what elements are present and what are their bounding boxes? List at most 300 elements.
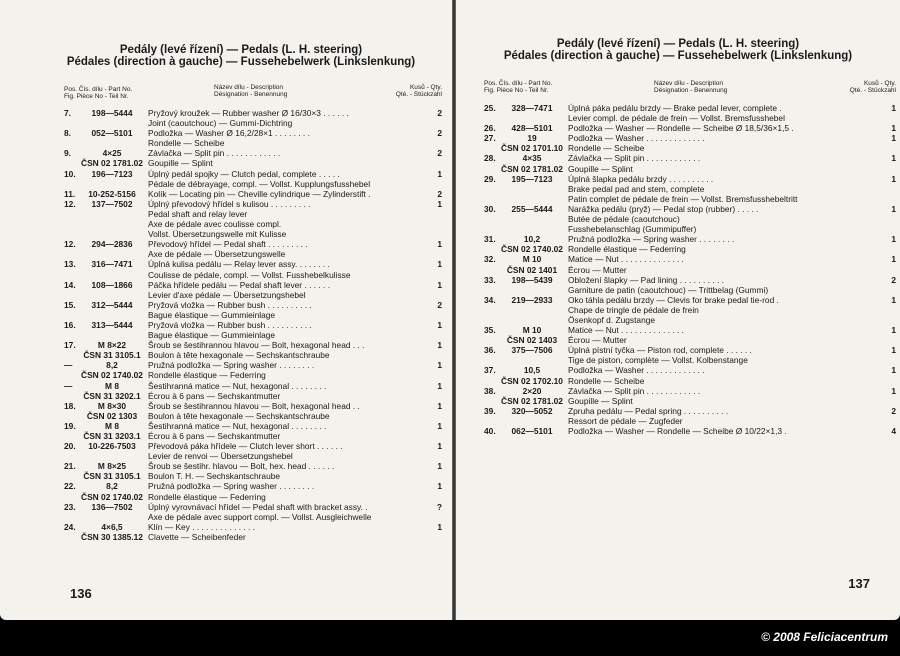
part-row xyxy=(484,234,896,244)
part-quantity: 1 xyxy=(437,239,442,250)
part-number: 4×25 xyxy=(102,148,122,159)
part-row xyxy=(484,174,896,184)
part-row xyxy=(64,189,442,199)
part-description: Goupille — Splint xyxy=(148,158,213,169)
part-quantity: 1 xyxy=(437,481,442,492)
part-quantity: 1 xyxy=(437,168,442,179)
part-number: ČSN 02 1781.02 xyxy=(81,158,143,169)
part-row xyxy=(64,300,442,310)
part-description: Axe de pédale avec coulisse compl. xyxy=(148,219,282,230)
part-description: Écrou — Mutter xyxy=(568,335,627,346)
part-description: Šroub se šestihrannou hlavou — Bolt, hexagonal head . . xyxy=(148,400,360,411)
part-row xyxy=(484,406,896,416)
part-quantity: ? xyxy=(436,501,442,512)
part-row xyxy=(484,194,896,204)
part-description: Fusshebelanschlag (Gummipuffer) xyxy=(568,224,697,235)
part-description: Podložka — Washer — Rondelle — Scheibe Ø 10/22×1,3 . xyxy=(568,426,787,436)
part-number: ČSN 02 1401 xyxy=(506,264,558,275)
part-description: Vollst. Übersetzungswelle mit Kulisse xyxy=(148,229,287,240)
part-row xyxy=(484,376,896,386)
part-row xyxy=(484,305,896,315)
part-position: 33. xyxy=(484,274,496,285)
part-description: Pryžový kroužek — Rubber washer Ø 16/30×3 . . . . . . xyxy=(148,108,349,118)
part-quantity: 2 xyxy=(437,148,442,159)
part-number: 294—2836 xyxy=(91,239,133,250)
part-row xyxy=(64,532,442,542)
part-description: Levier de renvoi — Übersetzungshebel xyxy=(148,451,293,462)
title-line-1: Pedály (levé řízení) — Pedals (L. H. steering) xyxy=(556,38,800,50)
part-description: Boulon T. H. — Sechskantschraube xyxy=(148,471,281,482)
part-description: Úplná kulisa pedálu — Relay lever assy. . . . . . . . xyxy=(148,259,330,270)
part-description: Závlačka — Split pin . . . . . . . . . . . . xyxy=(568,385,701,396)
part-number: ČSN 02 1781.02 xyxy=(501,395,563,406)
part-position: 13. xyxy=(64,259,76,270)
part-row xyxy=(484,345,896,355)
part-description: Závlačka — Split pin . . . . . . . . . . . . xyxy=(568,153,701,164)
part-description: Matice — Nut . . . . . . . . . . . . . . xyxy=(568,325,684,336)
right-page xyxy=(456,0,900,620)
part-description: Rondelle élastique — Federring xyxy=(568,244,686,255)
part-row xyxy=(64,290,442,300)
part-position: 39. xyxy=(484,405,496,416)
part-row xyxy=(484,214,896,224)
part-number: M 8×25 xyxy=(97,461,127,472)
left-page xyxy=(0,0,452,620)
part-description: Bague élastique — Gummieinlage xyxy=(148,309,276,320)
part-row xyxy=(484,164,896,174)
part-row xyxy=(64,118,442,128)
part-row xyxy=(484,315,896,325)
part-row xyxy=(484,143,896,153)
part-number: M 10 xyxy=(522,325,542,336)
part-row xyxy=(484,295,896,305)
part-row xyxy=(64,461,442,471)
part-quantity: 1 xyxy=(891,294,896,305)
part-description: Levier compl. de pédale de frein — Vollst. Bremsfusshebel xyxy=(568,113,785,124)
part-position: 35. xyxy=(484,325,496,336)
part-quantity: 1 xyxy=(891,345,896,356)
part-number: 8,2 xyxy=(106,481,118,492)
part-description: Obložení šlapky — Pad lining . . . . . . . . . . xyxy=(568,274,724,285)
part-position: 9. xyxy=(64,148,71,159)
part-row xyxy=(64,411,442,421)
part-description: Bague élastique — Gummieinlage xyxy=(148,330,276,341)
part-description: Chape de tringle de pédale de frein xyxy=(568,304,699,315)
part-number: 8,2 xyxy=(106,360,118,371)
part-row xyxy=(64,138,442,148)
part-row xyxy=(64,148,442,158)
part-row xyxy=(484,244,896,254)
part-row xyxy=(64,259,442,269)
part-row xyxy=(64,502,442,512)
part-position: — xyxy=(64,360,73,371)
page-title xyxy=(456,38,900,62)
part-description: Pryžová vložka — Rubber bush . . . . . . . . . . xyxy=(148,299,312,310)
part-description: Oko táhla pedálu brzdy — Clevis for brake pedal tie-rod . xyxy=(568,294,779,305)
header-quantity: Kusů - Qty. Qté. - Stückzahl xyxy=(395,84,442,98)
part-description: Pédale de débrayage, compl. — Vollst. Kupplungsfusshebel xyxy=(148,178,371,189)
part-position: 14. xyxy=(64,279,76,290)
part-position: 38. xyxy=(484,385,496,396)
part-number: 195—7123 xyxy=(511,173,553,184)
part-description: Goupille — Splint xyxy=(568,163,633,174)
part-position: 8. xyxy=(64,128,71,139)
part-number: 137—7502 xyxy=(91,198,133,209)
title-line-2: Pédales (direction à gauche) — Fussehebelwerk (Linkslenkung) xyxy=(66,56,416,68)
part-description: Écrou — Mutter xyxy=(568,264,627,275)
part-number: M 8×22 xyxy=(97,340,127,351)
header-pos-part: Pos. Čís. dílu - Part No. Fig. Pièce No - Teil Nr. xyxy=(484,80,553,94)
part-description: Pružná podložka — Spring washer . . . . . . . . xyxy=(568,234,735,245)
part-number: 19 xyxy=(527,133,537,144)
part-row xyxy=(64,492,442,502)
part-number: 328—7471 xyxy=(511,103,553,113)
part-row xyxy=(484,123,896,133)
part-number: 375—7506 xyxy=(511,345,553,356)
part-row xyxy=(64,421,442,431)
part-description: Pedal shaft and relay lever xyxy=(148,208,248,219)
part-quantity: 1 xyxy=(891,173,896,184)
part-description: Clavette — Scheibenfeder xyxy=(148,531,246,542)
part-description: Écrou à 6 pans — Sechskantmutter xyxy=(148,390,281,401)
part-quantity: 1 xyxy=(437,380,442,391)
part-description: Boulon à tête hexagonale — Sechskantschraube xyxy=(148,410,330,421)
part-description: Šroub se šestihrannou hlavou — Bolt, hexagonal head . . . xyxy=(148,340,365,351)
part-row xyxy=(64,280,442,290)
part-position: 37. xyxy=(484,365,496,376)
part-row xyxy=(484,416,896,426)
part-position: 27. xyxy=(484,133,496,144)
part-row xyxy=(64,239,442,249)
part-row xyxy=(64,330,442,340)
part-description: Podložka — Washer Ø 16,2/28×1 . . . . . . . . xyxy=(148,128,310,139)
part-position: 26. xyxy=(484,123,496,134)
part-quantity: 1 xyxy=(891,385,896,396)
part-number: 312—5444 xyxy=(91,299,133,310)
part-row xyxy=(64,441,442,451)
part-row xyxy=(64,522,442,532)
part-row xyxy=(64,169,442,179)
part-quantity: 1 xyxy=(437,461,442,472)
part-number: ČSN 02 1702.10 xyxy=(501,375,563,386)
parts-list xyxy=(484,103,896,436)
part-description: Goupille — Splint xyxy=(568,395,633,406)
part-row xyxy=(484,153,896,163)
part-quantity: 2 xyxy=(437,188,442,199)
part-quantity: 1 xyxy=(891,153,896,164)
part-number: M 8×30 xyxy=(97,400,127,411)
part-description: Garniture de patin (caoutchouc) — Trittbelag (Gummi) xyxy=(568,284,769,295)
part-position: 31. xyxy=(484,234,496,245)
part-quantity: 2 xyxy=(891,274,896,285)
part-position: 21. xyxy=(64,461,76,472)
part-number: 052—5101 xyxy=(91,128,133,139)
part-description: Rondelle élastique — Federring xyxy=(148,370,266,381)
part-row xyxy=(64,128,442,138)
part-description: Úplná pístní tyčka — Piston rod, complete . . . . . . xyxy=(568,345,752,356)
part-quantity: 1 xyxy=(891,365,896,376)
part-row xyxy=(484,335,896,345)
part-quantity: 1 xyxy=(891,254,896,265)
part-quantity: 1 xyxy=(437,198,442,209)
part-position: 24. xyxy=(64,521,76,532)
page-number: 136 xyxy=(70,586,92,601)
part-description: Ressort de pédale — Zugfeder xyxy=(568,415,683,426)
part-number: 198—5444 xyxy=(91,108,133,118)
part-number: 4×6,5 xyxy=(101,521,123,532)
part-row xyxy=(64,370,442,380)
part-row xyxy=(484,254,896,264)
part-position: 30. xyxy=(484,203,496,214)
part-number: 10-226-7503 xyxy=(88,441,136,452)
part-description: Úplná páka pedálu brzdy — Brake pedal lever, complete . xyxy=(568,103,782,113)
part-row xyxy=(64,512,442,522)
part-number: ČSN 02 1740.02 xyxy=(81,370,143,381)
part-row xyxy=(484,265,896,275)
part-description: Rondelle — Scheibe xyxy=(568,143,645,154)
part-position: 25. xyxy=(484,103,496,113)
part-description: Butée de pédale (caoutchouc) xyxy=(568,214,680,225)
part-row xyxy=(484,325,896,335)
part-description: Podložka — Washer . . . . . . . . . . . . . xyxy=(568,365,705,376)
part-row xyxy=(64,219,442,229)
part-row xyxy=(64,270,442,280)
part-quantity: 2 xyxy=(437,108,442,118)
part-row xyxy=(64,381,442,391)
part-number: 320—5052 xyxy=(511,405,553,416)
part-position: 7. xyxy=(64,108,71,118)
header-description: Název dílu - Description Désignation - Benennung xyxy=(654,80,728,94)
part-row xyxy=(64,431,442,441)
part-position: 23. xyxy=(64,501,76,512)
part-description: Boulon à tête hexagonale — Sechskantschraube xyxy=(148,350,330,361)
part-number: 316—7471 xyxy=(91,259,133,270)
part-quantity: 1 xyxy=(437,360,442,371)
part-row xyxy=(484,396,896,406)
part-quantity: 1 xyxy=(891,325,896,336)
part-description: Šestihranná matice — Nut, hexagonal . . . . . . . . xyxy=(148,380,327,391)
part-description: Écrou à 6 pans — Sechskantmutter xyxy=(148,431,281,441)
part-quantity: 1 xyxy=(437,319,442,330)
part-description: Převodový hřídel — Pedal shaft . . . . . . . . . xyxy=(148,239,308,250)
part-position: 15. xyxy=(64,299,76,310)
part-description: Rondelle — Scheibe xyxy=(148,138,225,149)
part-number: ČSN 02 1740.02 xyxy=(81,491,143,502)
part-number: ČSN 02 1303 xyxy=(86,410,138,421)
part-row xyxy=(64,249,442,259)
part-description: Levier d'axe pédale — Übersetzungshebel xyxy=(148,289,306,300)
page-number: 137 xyxy=(848,576,870,591)
part-position: 18. xyxy=(64,400,76,411)
part-quantity: 1 xyxy=(891,133,896,144)
part-number: ČSN 31 3105.1 xyxy=(83,350,141,361)
part-description: Kolík — Locating pin — Cheville cylindrique — Zylinderstift . xyxy=(148,188,371,199)
part-quantity: 1 xyxy=(437,420,442,431)
part-row xyxy=(484,275,896,285)
part-description: Tige de piston, complète — Vollst. Kolbenstange xyxy=(568,355,748,366)
part-row xyxy=(484,204,896,214)
parts-list xyxy=(64,108,442,542)
part-quantity: 2 xyxy=(891,405,896,416)
header-description: Název dílu - Description Désignation - Benennung xyxy=(214,84,288,98)
part-row xyxy=(484,103,896,113)
part-row xyxy=(64,179,442,189)
part-row xyxy=(484,386,896,396)
part-quantity: 1 xyxy=(891,123,896,134)
part-row xyxy=(484,426,896,436)
part-number: ČSN 02 1701.10 xyxy=(501,143,563,154)
part-number: M 10 xyxy=(522,254,542,265)
part-description: Pružná podložka — Spring washer . . . . . . . . xyxy=(148,481,315,492)
part-row xyxy=(64,199,442,209)
part-quantity: 4 xyxy=(891,426,896,436)
part-position: 17. xyxy=(64,340,76,351)
part-position: 11. xyxy=(64,188,76,199)
part-row xyxy=(64,360,442,370)
part-number: 196—7123 xyxy=(91,168,133,179)
part-row xyxy=(64,158,442,168)
part-description: Rondelle — Scheibe xyxy=(568,375,645,386)
part-position: 36. xyxy=(484,345,496,356)
part-description: Podložka — Washer — Rondelle — Scheibe Ø 18,5/36×1,5 . xyxy=(568,123,794,134)
part-number: 428—5101 xyxy=(511,123,553,134)
part-row xyxy=(64,471,442,481)
column-header xyxy=(64,86,442,102)
part-description: Brake pedal pad and stem, complete xyxy=(568,183,705,194)
part-position: 34. xyxy=(484,294,496,305)
part-number: M 8 xyxy=(105,420,119,431)
part-row xyxy=(484,113,896,123)
part-row xyxy=(484,365,896,375)
part-position: 16. xyxy=(64,319,76,330)
part-quantity: 1 xyxy=(437,279,442,290)
part-number: 10,2 xyxy=(523,234,541,245)
part-row xyxy=(64,340,442,350)
part-description: Převodová páka hřídele — Clutch lever short . . . . . . xyxy=(148,441,343,452)
part-quantity: 1 xyxy=(891,203,896,214)
page-title xyxy=(0,44,452,68)
part-number: 313—5444 xyxy=(91,319,133,330)
part-quantity: 1 xyxy=(891,234,896,245)
title-line-1: Pedály (levé řízení) — Pedals (L. H. steering) xyxy=(119,44,363,56)
part-number: 2×20 xyxy=(522,385,542,396)
part-description: Šroub se šestihr. hlavou — Bolt, hex. head . . . . . . xyxy=(148,461,335,472)
part-description: Pryžová vložka — Rubber bush . . . . . . . . . . xyxy=(148,319,312,330)
part-position: 40. xyxy=(484,426,496,436)
part-row xyxy=(484,285,896,295)
part-description: Klín — Key . . . . . . . . . . . . . . xyxy=(148,521,256,532)
part-position: 22. xyxy=(64,481,76,492)
part-number: ČSN 02 1403 xyxy=(506,335,558,346)
part-description: Šestihranná matice — Nut, hexagonal . . . . . . . . xyxy=(148,420,327,431)
part-number: 198—5439 xyxy=(511,274,553,285)
part-row xyxy=(484,224,896,234)
part-description: Páčka hřídele pedálu — Pedal shaft lever . . . . . . xyxy=(148,279,331,290)
part-quantity: 1 xyxy=(437,340,442,351)
part-description: Patin complet de pédale de frein — Vollst. Bremsfusshebeltritt xyxy=(568,193,798,204)
part-quantity: 2 xyxy=(437,128,442,139)
part-description: Úplný převodový hřídel s kulisou . . . . . . . . . xyxy=(148,198,311,209)
part-number: 136—7502 xyxy=(91,501,133,512)
part-position: — xyxy=(64,380,73,391)
part-position: 12. xyxy=(64,198,76,209)
part-quantity: 1 xyxy=(437,400,442,411)
part-description: Narážka pedálu (pryž) — Pedal stop (rubber) . . . . . xyxy=(568,203,759,214)
part-description: Ösenkopf d. Zugstange xyxy=(568,314,656,325)
part-description: Úplný pedál spojky — Clutch pedal, complete . . . . . xyxy=(148,168,340,179)
header-pos-part: Pos. Čís. dílu - Part No. Fig. Pièce No - Teil Nr. xyxy=(64,86,133,100)
part-number: 10-252-5156 xyxy=(88,188,136,199)
column-header xyxy=(484,80,896,96)
part-description: Matice — Nut . . . . . . . . . . . . . . xyxy=(568,254,684,265)
part-row xyxy=(64,481,442,491)
part-number: M 8 xyxy=(105,380,119,391)
part-row xyxy=(64,108,442,118)
part-description: Úplná šlapka pedálu brzdy . . . . . . . . . . xyxy=(568,173,714,184)
part-description: Coulisse de pédale, compl. — Vollst. Fusshebelkulisse xyxy=(148,269,351,280)
part-number: ČSN 31 3203.1 xyxy=(83,431,141,441)
part-position: 19. xyxy=(64,420,76,431)
part-position: 12. xyxy=(64,239,76,250)
part-number: 219—2933 xyxy=(511,294,553,305)
part-row xyxy=(64,401,442,411)
part-description: Závlačka — Split pin . . . . . . . . . . . . xyxy=(148,148,281,159)
part-description: Rondelle élastique — Federring xyxy=(148,491,266,502)
part-description: Axe de pédale avec support compl. — Vollst. Ausgleichwelle xyxy=(148,511,372,522)
part-number: 255—5444 xyxy=(511,203,553,214)
part-number: 108—1866 xyxy=(91,279,133,290)
part-description: Podložka — Washer . . . . . . . . . . . . . xyxy=(568,133,705,144)
part-number: 062—5101 xyxy=(511,426,553,436)
part-row xyxy=(64,229,442,239)
part-row xyxy=(484,133,896,143)
part-number: 4×35 xyxy=(522,153,542,164)
part-row xyxy=(484,355,896,365)
part-row xyxy=(64,209,442,219)
part-position: 28. xyxy=(484,153,496,164)
part-number: ČSN 31 3202.1 xyxy=(83,390,141,401)
part-position: 32. xyxy=(484,254,496,265)
header-quantity: Kusů - Qty. Qté. - Stückzahl xyxy=(849,80,896,94)
part-number: ČSN 02 1781.02 xyxy=(501,163,563,174)
part-quantity: 1 xyxy=(437,441,442,452)
part-quantity: 2 xyxy=(437,299,442,310)
title-line-2: Pédales (direction à gauche) — Fussehebelwerk (Linkslenkung) xyxy=(503,50,853,62)
part-number: ČSN 30 1385.12 xyxy=(81,531,143,542)
part-number: ČSN 02 1740.02 xyxy=(501,244,563,255)
part-position: 20. xyxy=(64,441,76,452)
part-position: 10. xyxy=(64,168,76,179)
part-row xyxy=(64,310,442,320)
part-quantity: 1 xyxy=(437,259,442,270)
part-quantity: 1 xyxy=(891,103,896,113)
part-quantity: 1 xyxy=(437,521,442,532)
part-number: ČSN 31 3105.1 xyxy=(83,471,141,482)
part-row xyxy=(484,184,896,194)
part-row xyxy=(64,391,442,401)
copyright-notice: © 2008 Feliciacentrum xyxy=(761,630,888,644)
part-description: Pružná podložka — Spring washer . . . . . . . . xyxy=(148,360,315,371)
part-row xyxy=(64,451,442,461)
part-row xyxy=(64,350,442,360)
part-description: Úplný vyrovnávací hřídel — Pedal shaft with bracket assy. . xyxy=(148,501,368,512)
part-position: 29. xyxy=(484,173,496,184)
part-description: Joint (caoutchouc) — Gummi-Dichtring xyxy=(148,118,293,129)
part-description: Zpruha pedálu — Pedal spring . . . . . . . . . . xyxy=(568,405,729,416)
part-number: 10,5 xyxy=(523,365,541,376)
part-description: Axe de pédale — Übersetzungswelle xyxy=(148,249,286,260)
part-row xyxy=(64,320,442,330)
